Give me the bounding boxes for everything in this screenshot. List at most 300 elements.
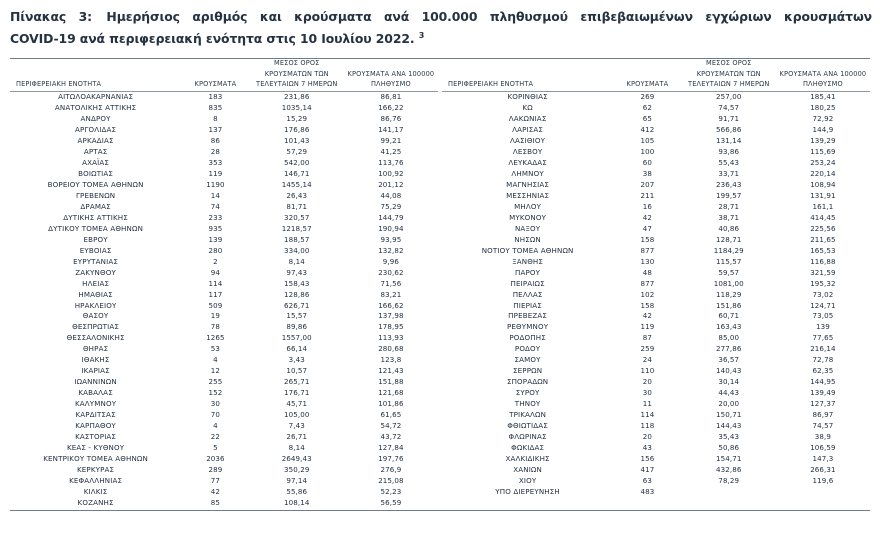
cell-avg7: 231,86	[284, 92, 310, 102]
title-line-2: COVID-19 ανά περιφερειακή ενότητα στις 10 Ιουλίου 2022.	[10, 31, 415, 47]
cell-region: ΑΙΤΩΛΟΑΚΑΡΝΑΝΙΑΣ	[58, 92, 134, 102]
header-spacer-region2-left	[10, 70, 181, 81]
table-row	[10, 476, 438, 487]
cell-region: ΙΚΑΡΙΑΣ	[81, 366, 110, 376]
cell-region: ΣΕΡΡΩΝ	[513, 366, 543, 376]
table-left	[10, 59, 438, 509]
table-row	[10, 322, 438, 333]
cell-avg7: 97,43	[286, 267, 308, 277]
cell-avg7: 158,43	[284, 278, 310, 288]
cell-rate: 71,56	[380, 278, 402, 288]
header-region-left: ΠΕΡΙΦΕΡΕΙΑΚΗ ΕΝΟΤΗΤΑ	[10, 80, 181, 92]
cell-cases: 77	[210, 475, 221, 485]
table-row	[10, 180, 438, 191]
cell-cases: 835	[208, 103, 223, 113]
cell-avg7: 115,57	[716, 256, 742, 266]
header-spacer-cases-right	[613, 59, 681, 70]
cell-region: ΦΩΚΙΔΑΣ	[511, 442, 545, 452]
cell-rate: 72,92	[812, 114, 834, 124]
cell-cases: 158	[640, 234, 655, 244]
cell-rate: 72,78	[812, 355, 834, 365]
table-row	[10, 333, 438, 344]
cell-empty	[613, 498, 681, 509]
cell-region: ΜΕΣΣΗΝΙΑΣ	[506, 190, 550, 200]
cell-avg7: 3,43	[288, 355, 305, 365]
cell-avg7: 626,71	[284, 300, 310, 310]
cell-region: ΠΡΕΒΕΖΑΣ	[508, 311, 548, 321]
cell-avg7: 128,86	[284, 289, 310, 299]
cell-rate: 178,95	[378, 322, 404, 332]
header-avg7-line3-right: ΤΕΛΕΥΤΑΙΩΝ 7 ΗΜΕΡΩΝ	[682, 80, 776, 92]
table-row	[10, 92, 438, 103]
cell-region: ΘΕΣΣΑΛΟΝΙΚΗΣ	[66, 333, 125, 343]
cell-avg7: 128,71	[716, 234, 742, 244]
table-half-right	[440, 59, 870, 509]
cell-cases: 233	[208, 212, 223, 222]
cell-region: ΠΙΕΡΙΑΣ	[513, 300, 542, 310]
table-row	[10, 410, 438, 421]
cell-region: ΚΕΦΑΛΛΗΝΙΑΣ	[69, 475, 123, 485]
table-row	[442, 158, 870, 169]
cell-region: ΚΑΡΔΙΤΣΑΣ	[75, 410, 116, 420]
cell-region: ΛΑΣΙΘΙΟΥ	[510, 136, 546, 146]
header-rate-line2-right: ΠΛΗΘΥΣΜΟ	[776, 80, 870, 92]
header-superrow2-right	[442, 70, 870, 81]
cell-rate: 113,93	[378, 333, 404, 343]
cell-cases: 20	[642, 431, 653, 441]
cell-rate: 220,14	[810, 169, 836, 179]
cell-rate: 165,53	[810, 245, 836, 255]
cell-cases: 16	[642, 201, 653, 211]
cell-avg7: 50,86	[718, 442, 740, 452]
cell-rate: 414,45	[810, 212, 836, 222]
cell-cases: 12	[210, 366, 221, 376]
table-right-head	[442, 59, 870, 92]
cell-region: ΑΝΑΤΟΛΙΚΗΣ ΑΤΤΙΚΗΣ	[54, 103, 137, 113]
cell-avg7	[682, 487, 776, 498]
cell-region: ΚΟΖΑΝΗΣ	[77, 497, 114, 507]
cell-avg7: 140,43	[716, 366, 742, 376]
table-row	[442, 355, 870, 366]
cell-cases: 259	[640, 344, 655, 354]
cell-cases: 62	[642, 103, 653, 113]
table-row	[442, 103, 870, 114]
cell-rate: 180,25	[810, 103, 836, 113]
cell-cases: 417	[640, 464, 655, 474]
cell-cases: 156	[640, 453, 655, 463]
cell-avg7: 97,14	[286, 475, 308, 485]
cell-avg7: 38,71	[718, 212, 740, 222]
cell-cases: 11	[642, 399, 653, 409]
cell-avg7: 432,86	[716, 464, 742, 474]
cell-rate: 147,3	[812, 453, 834, 463]
cell-cases: 70	[210, 410, 221, 420]
header-rate-spacer-right	[776, 59, 870, 70]
cell-rate: 119,6	[812, 475, 834, 485]
cell-region: ΜΥΚΟΝΟΥ	[509, 212, 547, 222]
cell-region: ΘΑΣΟΥ	[82, 311, 109, 321]
cell-cases: 119	[208, 169, 223, 179]
table-row	[442, 213, 870, 224]
cell-region: ΛΑΡΙΣΑΣ	[512, 125, 544, 135]
cell-avg7: 15,29	[286, 114, 308, 124]
cell-rate: 276,9	[380, 464, 402, 474]
cell-rate: 74,57	[812, 421, 834, 430]
table-row	[10, 202, 438, 213]
cell-cases: 4	[213, 421, 218, 430]
cell-avg7: 105,00	[284, 410, 310, 420]
cell-rate: 41,25	[380, 147, 402, 157]
table-row	[10, 443, 438, 454]
header-rate-line2-left: ΠΛΗΘΥΣΜΟ	[344, 80, 438, 92]
cell-cases: 94	[210, 267, 221, 277]
table-row	[10, 311, 438, 322]
cell-region: ΧΑΝΙΩΝ	[513, 464, 542, 474]
cell-avg7: 60,71	[718, 311, 740, 321]
cell-avg7: 151,86	[716, 300, 742, 310]
cell-region: ΠΑΡΟΥ	[515, 267, 541, 277]
cell-region: ΜΗΛΟΥ	[514, 201, 542, 211]
cell-cases: 43	[642, 442, 653, 452]
cell-empty	[682, 498, 776, 509]
cell-cases: 158	[640, 300, 655, 310]
header-region-right: ΠΕΡΙΦΕΡΕΙΑΚΗ ΕΝΟΤΗΤΑ	[442, 80, 613, 92]
cell-cases: 114	[640, 410, 655, 420]
cell-rate: 124,71	[810, 300, 836, 310]
cell-rate: 54,72	[380, 421, 402, 430]
cell-region: ΡΕΘΥΜΝΟΥ	[506, 322, 549, 332]
cell-region: ΖΑΚΥΝΘΟΥ	[75, 267, 116, 277]
cell-cases: 483	[640, 486, 655, 496]
cell-region: ΧΙΟΥ	[518, 475, 537, 485]
cell-avg7: 26,43	[286, 190, 308, 200]
cell-rate: 86,97	[812, 410, 834, 420]
table-row	[10, 487, 438, 498]
table-number-label: Πίνακας 3:	[10, 9, 92, 24]
header-cases-right: ΚΡΟΥΣΜΑΤΑ	[613, 80, 681, 92]
cell-avg7: 85,00	[718, 333, 740, 343]
header-row-right	[442, 80, 870, 92]
cell-cases: 105	[640, 136, 655, 146]
cell-rate: 139	[815, 322, 830, 332]
cell-rate: 116,88	[810, 256, 836, 266]
cell-region: ΝΟΤΙΟΥ ΤΟΜΕΑ ΑΘΗΝΩΝ	[481, 245, 574, 255]
cell-avg7: 74,57	[718, 103, 740, 113]
cell-rate: 144,79	[378, 212, 404, 222]
cell-region: ΠΕΙΡΑΙΩΣ	[510, 278, 545, 288]
cell-region: ΠΕΛΛΑΣ	[512, 289, 543, 299]
cell-rate: 166,22	[378, 103, 404, 113]
table-row	[442, 125, 870, 136]
table-row	[10, 399, 438, 410]
cell-cases: 87	[642, 333, 653, 343]
header-spacer-cases2-right	[613, 70, 681, 81]
cell-cases: 207	[640, 180, 655, 190]
cell-avg7: 81,71	[286, 201, 308, 211]
cell-rate: 215,08	[378, 475, 404, 485]
cell-region: ΘΕΣΠΡΩΤΙΑΣ	[72, 322, 120, 332]
header-superrow-left	[10, 59, 438, 70]
table-row	[442, 235, 870, 246]
header-row-left	[10, 80, 438, 92]
cell-avg7: 277,86	[716, 344, 742, 354]
cell-region: ΚΕΑΣ - ΚΥΘΝΟΥ	[66, 442, 125, 452]
cell-rate: 197,76	[378, 453, 404, 463]
cell-rate: 100,92	[378, 169, 404, 179]
cell-region: ΚΑΒΑΛΑΣ	[78, 388, 113, 398]
cell-avg7: 236,43	[716, 180, 742, 190]
cell-cases: 102	[640, 289, 655, 299]
header-superrow2-left	[10, 70, 438, 81]
header-avg7-line1-left: ΜΕΣΟΣ ΟΡΟΣ	[273, 59, 320, 68]
header-spacer-region2-right	[442, 70, 613, 81]
cell-rate: 216,14	[810, 344, 836, 354]
cell-cases: 183	[208, 92, 223, 102]
table-row	[442, 202, 870, 213]
table-row	[10, 432, 438, 443]
cell-cases: 60	[642, 158, 653, 168]
cell-rate: 185,41	[810, 92, 836, 102]
cell-rate: 43,72	[380, 431, 402, 441]
cell-cases: 78	[210, 322, 221, 332]
cell-avg7: 542,00	[284, 158, 310, 168]
table-row	[10, 213, 438, 224]
title-line-1: Ημερήσιος αριθμός και κρούσματα ανά 100.000 πληθυσμού επιβεβαιωμένων εγχώριων κρουσμάτων	[106, 9, 872, 24]
cell-region: ΚΑΛΥΜΝΟΥ	[74, 399, 117, 409]
cell-cases: 2	[213, 256, 218, 266]
table-row	[442, 465, 870, 476]
cell-region: ΜΑΓΝΗΣΙΑΣ	[506, 180, 549, 190]
cell-cases: 74	[210, 201, 221, 211]
cell-avg7: 1081,00	[713, 278, 744, 288]
cell-rate: 151,88	[378, 377, 404, 387]
cell-cases: 412	[640, 125, 655, 135]
table-row	[10, 344, 438, 355]
cell-cases: 65	[642, 114, 653, 124]
table-row	[10, 465, 438, 476]
cell-avg7: 188,57	[284, 234, 310, 244]
cell-rate: 211,65	[810, 234, 836, 244]
cell-cases: 20	[642, 377, 653, 387]
cell-region: ΚΕΡΚΥΡΑΣ	[76, 464, 115, 474]
table-row	[442, 487, 870, 498]
table-row	[442, 169, 870, 180]
header-rate-line1-left: ΚΡΟΥΣΜΑΤΑ ΑΝΑ 100000	[347, 69, 435, 78]
table-row-spacer	[442, 498, 870, 509]
cell-rate: 161,1	[812, 201, 834, 211]
table-row	[10, 169, 438, 180]
cell-cases: 152	[208, 388, 223, 398]
cell-rate: 113,76	[378, 158, 404, 168]
cell-rate: 280,68	[378, 344, 404, 354]
cell-rate: 62,35	[812, 366, 834, 376]
cell-region: ΛΗΜΝΟΥ	[511, 169, 544, 179]
cell-avg7: 36,57	[718, 355, 740, 365]
cell-region: ΤΗΝΟΥ	[514, 399, 541, 409]
table-row	[10, 191, 438, 202]
cell-rate: 38,9	[814, 431, 831, 441]
cell-avg7: 89,86	[286, 322, 308, 332]
cell-cases: 117	[208, 289, 223, 299]
cell-avg7: 78,29	[718, 475, 740, 485]
header-spacer-cases-left	[181, 59, 249, 70]
cell-cases: 114	[208, 278, 223, 288]
cell-cases: 1265	[206, 333, 225, 343]
table-row	[442, 377, 870, 388]
table-row	[442, 399, 870, 410]
cell-avg7: 91,71	[718, 114, 740, 124]
table-row	[442, 421, 870, 432]
cell-cases: 110	[640, 366, 655, 376]
cell-region: ΔΥΤΙΚΗΣ ΑΤΤΙΚΗΣ	[63, 212, 128, 222]
cell-cases: 137	[208, 125, 223, 135]
cell-cases: 100	[640, 147, 655, 157]
cell-avg7: 257,00	[716, 92, 742, 102]
cell-rate: 52,23	[380, 486, 402, 496]
cell-region: ΕΥΡΥΤΑΝΙΑΣ	[73, 256, 119, 266]
cell-avg7: 30,14	[718, 377, 740, 387]
cell-rate: 121,68	[378, 388, 404, 398]
cell-rate: 121,43	[378, 366, 404, 376]
table-row	[10, 114, 438, 125]
cell-region: ΒΟΡΕΙΟΥ ΤΟΜΕΑ ΑΘΗΝΩΝ	[47, 180, 144, 190]
table-row	[442, 114, 870, 125]
cell-rate: 139,49	[810, 388, 836, 398]
cell-cases: 877	[640, 278, 655, 288]
cell-region: ΚΕΝΤΡΙΚΟΥ ΤΟΜΕΑ ΑΘΗΝΩΝ	[43, 453, 148, 463]
cell-avg7: 150,71	[716, 410, 742, 420]
cell-rate: 86,76	[380, 114, 402, 124]
cell-avg7: 1035,14	[281, 103, 312, 113]
cell-cases: 14	[210, 190, 221, 200]
cell-cases: 289	[208, 464, 223, 474]
cell-avg7: 131,14	[716, 136, 742, 146]
cell-rate: 132,82	[378, 245, 404, 255]
header-spacer-region-right	[442, 59, 613, 70]
cell-region: ΧΑΛΚΙΔΙΚΗΣ	[505, 453, 550, 463]
table-row	[442, 246, 870, 257]
table-row	[10, 355, 438, 366]
cell-avg7: 2649,43	[281, 453, 312, 463]
covid-regional-table	[10, 58, 870, 511]
cell-cases: 42	[642, 212, 653, 222]
cell-cases: 47	[642, 223, 653, 233]
table-row	[442, 191, 870, 202]
table-row	[442, 366, 870, 377]
cell-rate: 86,81	[380, 92, 402, 102]
cell-avg7: 55,43	[718, 158, 740, 168]
table-row	[442, 344, 870, 355]
cell-rate: 75,29	[380, 201, 402, 211]
cell-region: ΝΑΞΟΥ	[514, 223, 541, 233]
table-row	[10, 377, 438, 388]
cell-rate: 56,59	[380, 497, 402, 507]
cell-rate	[776, 487, 870, 498]
cell-region: ΕΒΡΟΥ	[83, 234, 108, 244]
cell-empty	[776, 498, 870, 509]
table-row	[442, 432, 870, 443]
table-row	[10, 388, 438, 399]
table-halves	[10, 59, 870, 509]
header-avg7-line2-right: ΚΡΟΥΣΜΑΤΩΝ ΤΩΝ	[696, 69, 761, 78]
table-row	[10, 125, 438, 136]
cell-rate: 127,37	[810, 399, 836, 409]
cell-region: ΔΡΑΜΑΣ	[80, 201, 111, 211]
cell-avg7: 28,71	[718, 201, 740, 211]
cell-cases: 24	[642, 355, 653, 365]
header-avg7-line2-left: ΚΡΟΥΣΜΑΤΩΝ ΤΩΝ	[264, 69, 329, 78]
header-cases-left: ΚΡΟΥΣΜΑΤΑ	[181, 80, 249, 92]
cell-rate: 230,62	[378, 267, 404, 277]
cell-cases: 8	[213, 114, 218, 124]
cell-rate: 141,17	[378, 125, 404, 135]
cell-avg7: 1184,29	[713, 245, 744, 255]
cell-region: ΓΡΕΒΕΝΩΝ	[75, 190, 116, 200]
cell-rate: 131,91	[810, 190, 836, 200]
cell-empty	[442, 498, 613, 509]
cell-region: ΣΠΟΡΑΔΩΝ	[506, 377, 549, 387]
cell-region: ΑΧΑΪΑΣ	[82, 158, 110, 168]
table-row	[10, 257, 438, 268]
cell-cases: 30	[642, 388, 653, 398]
cell-region: ΕΥΒΟΙΑΣ	[79, 245, 112, 255]
table-row	[10, 279, 438, 290]
cell-cases: 53	[210, 344, 221, 354]
cell-region: ΡΟΔΟΠΗΣ	[509, 333, 546, 343]
cell-avg7: 7,43	[288, 421, 305, 430]
table-row	[442, 333, 870, 344]
header-spacer-cases2-left	[181, 70, 249, 81]
table-row	[442, 268, 870, 279]
cell-rate: 61,65	[380, 410, 402, 420]
cell-region: ΛΕΥΚΑΔΑΣ	[508, 158, 547, 168]
table-right	[442, 59, 870, 509]
table-row	[442, 322, 870, 333]
cell-rate: 83,21	[380, 289, 402, 299]
cell-avg7: 350,29	[284, 464, 310, 474]
footnote-marker: 3	[418, 31, 425, 40]
cell-cases: 139	[208, 234, 223, 244]
cell-cases: 269	[640, 92, 655, 102]
table-row	[442, 147, 870, 158]
cell-avg7: 44,43	[718, 388, 740, 398]
cell-rate: 144,95	[810, 377, 836, 387]
cell-avg7: 1455,14	[281, 180, 312, 190]
header-spacer-region-left	[10, 59, 181, 70]
cell-cases: 877	[640, 245, 655, 255]
cell-region: ΚΑΡΠΑΘΟΥ	[75, 421, 116, 430]
cell-avg7: 66,14	[286, 344, 308, 354]
cell-avg7: 10,57	[286, 366, 308, 376]
cell-rate: 9,96	[382, 256, 399, 266]
cell-region: ΤΡΙΚΑΛΩΝ	[509, 410, 547, 420]
table-row	[10, 454, 438, 465]
cell-region: ΣΑΜΟΥ	[514, 355, 541, 365]
cell-avg7: 144,43	[716, 421, 742, 430]
table-row	[442, 136, 870, 147]
cell-rate: 99,21	[380, 136, 402, 146]
cell-rate: 44,08	[380, 190, 402, 200]
cell-region: ΑΡΤΑΣ	[83, 147, 108, 157]
cell-cases: 30	[210, 399, 221, 409]
table-row	[442, 180, 870, 191]
cell-cases: 119	[640, 322, 655, 332]
table-bottom-rule	[10, 510, 870, 511]
cell-region: ΑΝΔΡΟΥ	[80, 114, 111, 124]
table-row	[10, 268, 438, 279]
header-rate-spacer-left	[344, 59, 438, 70]
cell-cases: 48	[642, 267, 653, 277]
